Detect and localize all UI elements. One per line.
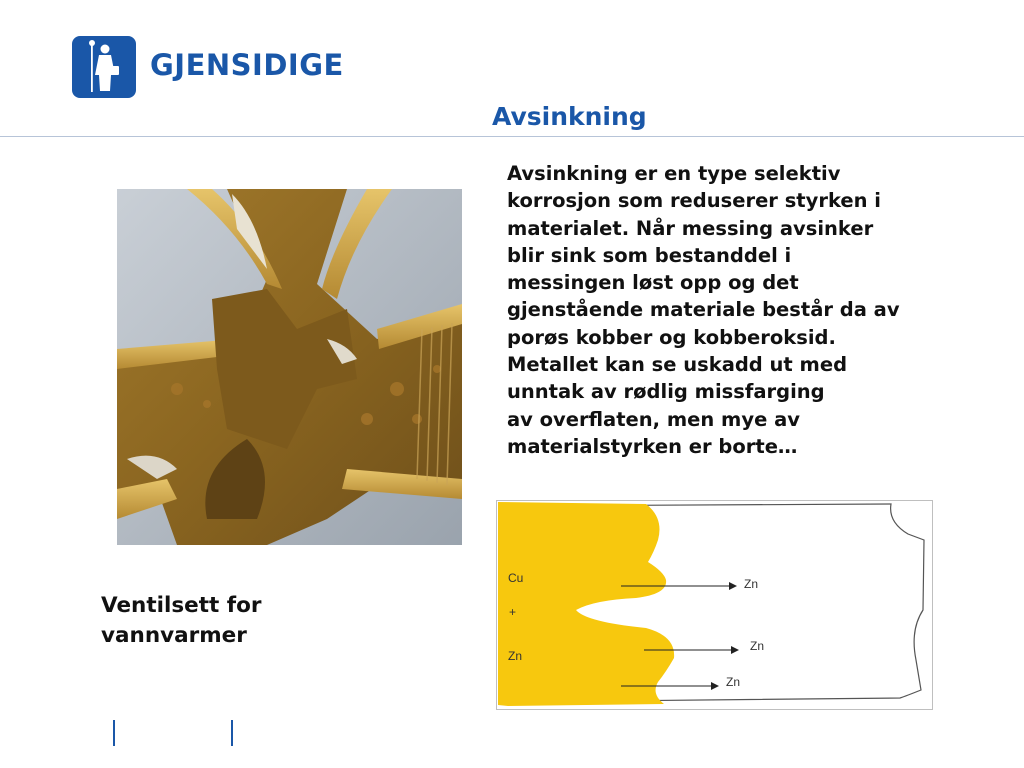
brand-wordmark: GJENSIDIGE: [150, 48, 344, 82]
body-line: materialet. Når messing avsinker: [507, 216, 874, 240]
footer-divider: [113, 720, 115, 746]
footer-divider: [231, 720, 233, 746]
body-line: av overflaten, men mye av: [507, 407, 800, 431]
gjensidige-logo-mark: [72, 36, 136, 98]
body-line: unntak av rødlig missfarging: [507, 380, 825, 404]
dezincification-diagram: [496, 500, 933, 710]
photo-caption: [101, 591, 262, 651]
body-line: blir sink som bestanddel i: [507, 243, 792, 267]
arrow-label-zn-1: Zn: [744, 577, 759, 591]
body-line: messingen løst opp og det: [507, 271, 799, 295]
diagram-label-zn: Zn: [508, 649, 523, 663]
body-line: porøs kobber og kobberoksid.: [507, 325, 836, 349]
slide-title: Avsinkning: [492, 102, 647, 131]
body-line: Metallet kan se uskadd ut med: [507, 353, 848, 377]
diagram-label-plus: +: [509, 605, 517, 619]
body-line: korrosjon som reduserer styrken i: [507, 189, 881, 213]
valve-cross-section-photo: [117, 189, 462, 545]
caption-line: Ventilsett for: [101, 593, 262, 618]
caption-line: vannvarmer: [101, 623, 247, 648]
body-line: Avsinkning er en type selektiv: [507, 162, 841, 185]
diagram-label-cu: Cu: [508, 571, 524, 585]
arrow-label-zn-2: Zn: [750, 639, 765, 653]
body-line: materialstyrken er borte…: [507, 434, 798, 458]
body-line: gjenstående materiale består da av: [507, 298, 900, 322]
body-text: [507, 160, 977, 460]
arrow-label-zn-3: Zn: [726, 675, 741, 689]
title-divider: [0, 136, 1024, 137]
